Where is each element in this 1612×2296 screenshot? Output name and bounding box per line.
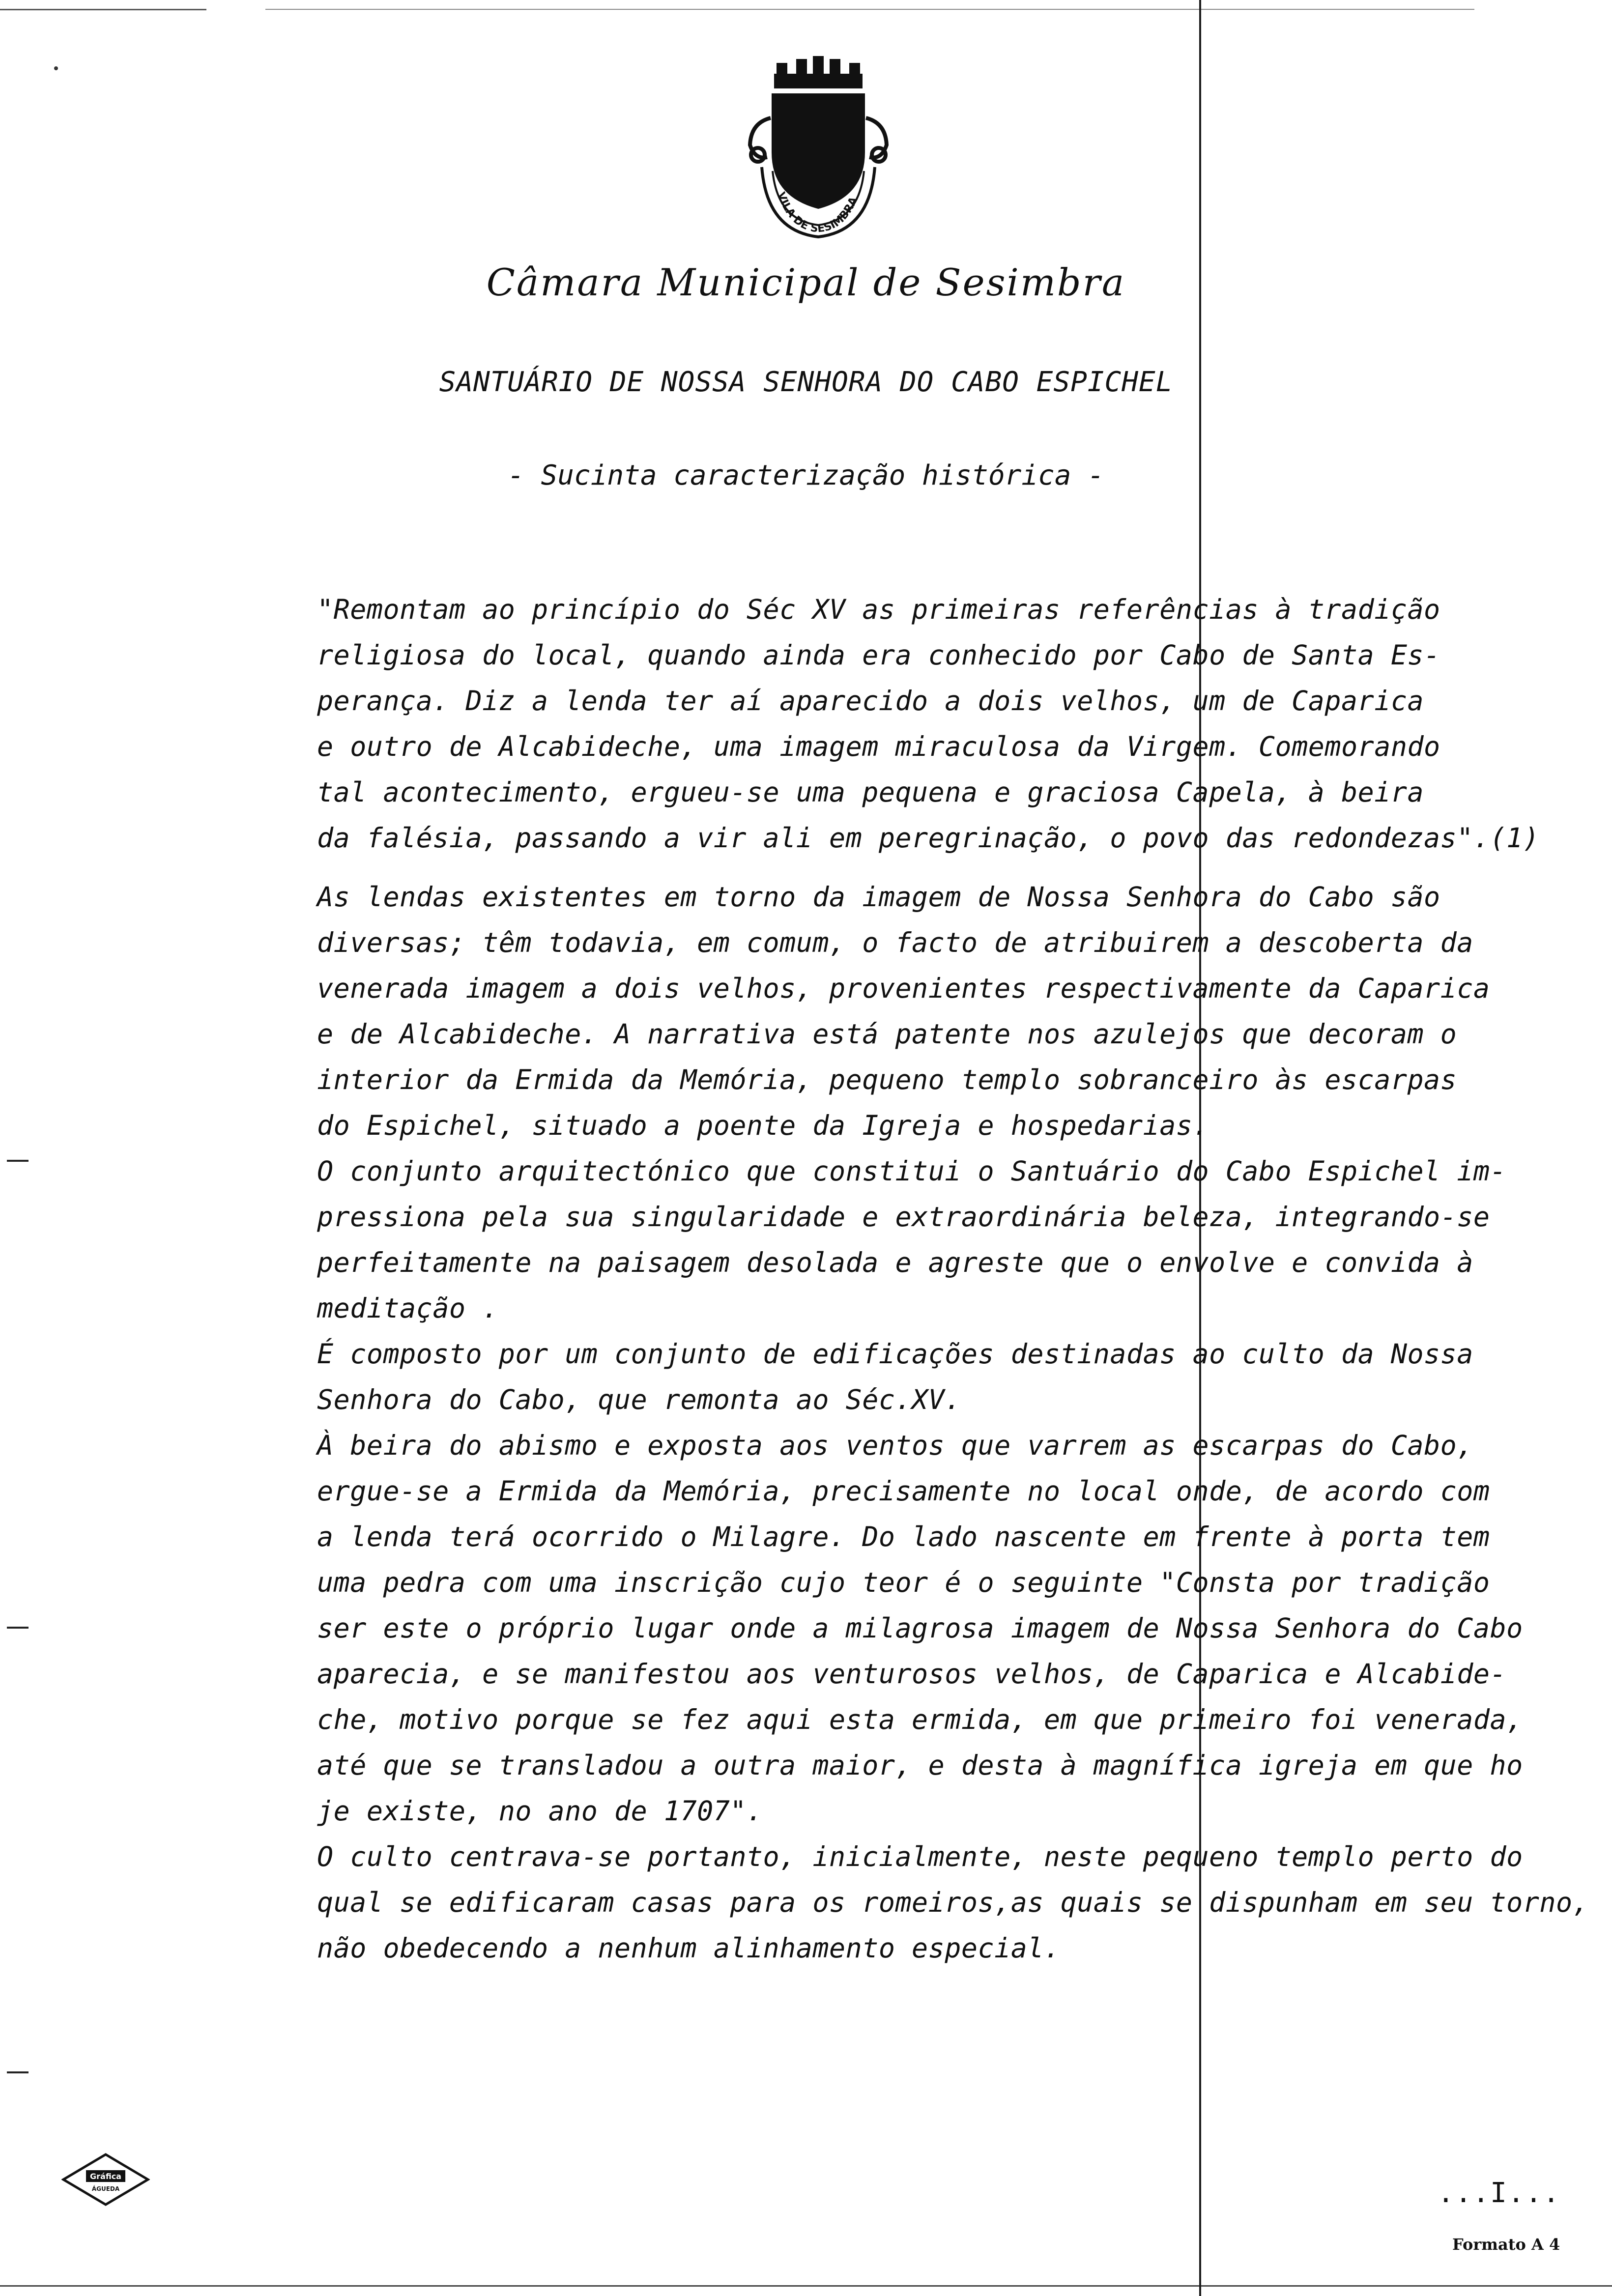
margin-tick bbox=[7, 1627, 29, 1629]
body-line: je existe, no ano de 1707". bbox=[317, 1795, 763, 1827]
scan-fold-line bbox=[1199, 0, 1201, 2296]
body-line: não obedecendo a nenhum alinhamento especial. bbox=[317, 1932, 1061, 1964]
document-subtitle: - Sucinta caracterização histórica - bbox=[508, 459, 1104, 491]
stamp-text-bottom: ÁGUEDA bbox=[91, 2185, 120, 2192]
body-line: perança. Diz a lenda ter aí aparecido a dois velhos, um de Caparica bbox=[317, 685, 1424, 717]
body-line: até que se transladou a outra maior, e desta à magnífica igreja em que ho bbox=[317, 1750, 1523, 1781]
body-line: perfeitamente na paisagem desolada e agreste que o envolve e convida à bbox=[317, 1247, 1473, 1278]
scan-edge-line bbox=[265, 9, 1474, 10]
stamp-text-top: Gráfica bbox=[90, 2172, 121, 2181]
body-line: "Remontam ao princípio do Séc XV as primeiras referências à tradição bbox=[317, 594, 1440, 625]
body-line: do Espichel, situado a poente da Igreja e hospedarias. bbox=[317, 1110, 1209, 1141]
printer-stamp-logo bbox=[61, 2152, 150, 2207]
institution-name: Câmara Municipal de Sesimbra bbox=[486, 260, 1126, 304]
body-line: As lendas existentes em torno da imagem de Nossa Senhora do Cabo são bbox=[317, 881, 1440, 913]
body-line: qual se edificaram casas para os romeiros,as quais se dispunham em seu torno, bbox=[317, 1887, 1589, 1918]
body-line: e de Alcabideche. A narrativa está patente nos azulejos que decoram o bbox=[317, 1018, 1457, 1050]
body-line: Senhora do Cabo, que remonta ao Séc.XV. bbox=[317, 1384, 961, 1415]
margin-tick bbox=[7, 1160, 29, 1162]
body-line: venerada imagem a dois velhos, provenientes respectivamente da Caparica bbox=[317, 973, 1490, 1004]
municipal-coat-of-arms bbox=[727, 54, 909, 241]
body-line: meditação . bbox=[317, 1292, 499, 1324]
scan-edge-line bbox=[0, 9, 206, 10]
body-line: É composto por um conjunto de edificações destinadas ao culto da Nossa bbox=[317, 1338, 1473, 1370]
body-line: O culto centrava-se portanto, inicialmente, neste pequeno templo perto do bbox=[317, 1841, 1523, 1872]
body-line: diversas; têm todavia, em comum, o facto de atribuirem a descoberta da bbox=[317, 927, 1473, 958]
body-line: uma pedra com uma inscrição cujo teor é o seguinte "Consta por tradição bbox=[317, 1567, 1490, 1598]
body-line: religiosa do local, quando ainda era conhecido por Cabo de Santa Es- bbox=[317, 639, 1440, 671]
scan-edge-line bbox=[0, 2285, 1612, 2287]
body-line: che, motivo porque se fez aqui esta ermida, em que primeiro foi venerada, bbox=[317, 1704, 1523, 1735]
scan-speck bbox=[54, 66, 58, 70]
document-title: SANTUÁRIO DE NOSSA SENHORA DO CABO ESPICHEL bbox=[439, 366, 1173, 398]
margin-tick bbox=[7, 2071, 29, 2073]
crest-banner-text: VILA DE SESIMBRA bbox=[774, 190, 861, 235]
body-line: da falésia, passando a vir ali em peregrinação, o povo das redondezas".(1) bbox=[317, 822, 1540, 854]
body-line: ergue-se a Ermida da Memória, precisamente no local onde, de acordo com bbox=[317, 1475, 1490, 1507]
body-line: pressiona pela sua singularidade e extraordinária beleza, integrando-se bbox=[317, 1201, 1490, 1233]
body-line: aparecia, e se manifestou aos venturosos velhos, de Caparica e Alcabide- bbox=[317, 1658, 1507, 1690]
paper-format-label: Formato A 4 bbox=[1452, 2235, 1560, 2254]
body-line: tal acontecimento, ergueu-se uma pequena e graciosa Capela, à beira bbox=[317, 776, 1424, 808]
body-line: O conjunto arquitectónico que constitui o Santuário do Cabo Espichel im- bbox=[317, 1155, 1507, 1187]
body-line: À beira do abismo e exposta aos ventos que varrem as escarpas do Cabo, bbox=[317, 1430, 1473, 1461]
body-line: e outro de Alcabideche, uma imagem miraculosa da Virgem. Comemorando bbox=[317, 731, 1440, 762]
body-line: a lenda terá ocorrido o Milagre. Do lado nascente em frente à porta tem bbox=[317, 1521, 1490, 1552]
page-number-marker: ...I... bbox=[1438, 2177, 1561, 2209]
body-line: ser este o próprio lugar onde a milagrosa imagem de Nossa Senhora do Cabo bbox=[317, 1612, 1523, 1644]
body-line: interior da Ermida da Memória, pequeno templo sobranceiro às escarpas bbox=[317, 1064, 1457, 1095]
